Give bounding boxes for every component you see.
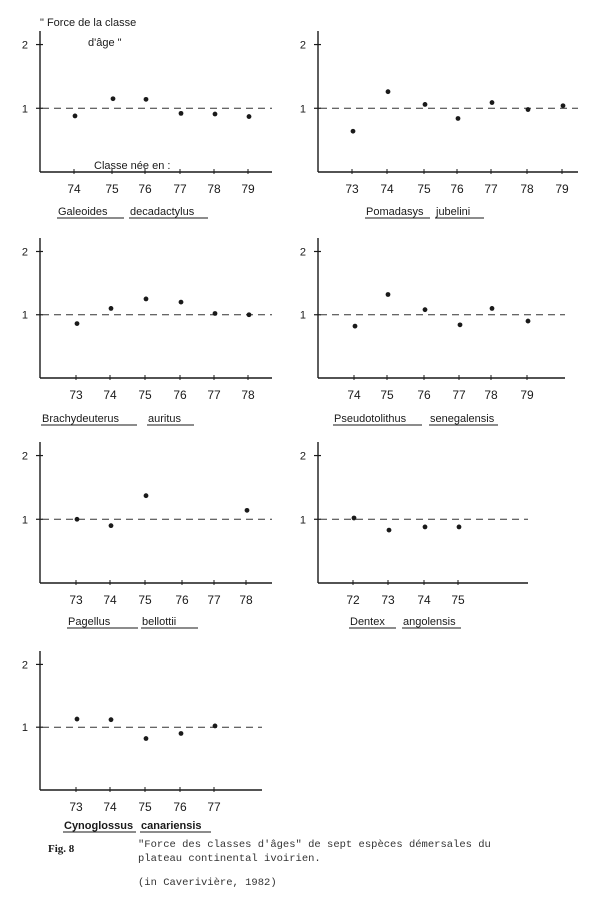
x-tick-label: 77 [484,182,498,196]
caption-line-2: plateau continental ivoirien. [138,853,321,865]
data-point [179,111,184,116]
data-point [458,322,463,327]
x-tick-label: 77 [207,388,221,402]
y-tick-label: 1 [21,722,28,735]
y-tick-label: 1 [299,309,306,322]
x-tick-label: 73 [345,182,359,196]
x-tick-label: 74 [103,388,117,402]
data-point [490,306,495,311]
data-point [423,102,428,107]
x-tick-label: 78 [520,182,534,196]
species-name-part: Pseudotolithus [334,413,407,425]
y-tick-label: 2 [21,246,28,259]
x-tick-label: 77 [207,593,221,607]
x-tick-label: 76 [173,800,187,814]
x-tick-label: 77 [452,388,466,402]
chart-panel-1 [22,17,272,218]
x-tick-label: 79 [555,182,569,196]
x-tick-label: 76 [138,182,152,196]
data-point [386,89,391,94]
data-point [144,297,149,302]
y-tick-label: 1 [21,103,28,116]
data-point [179,300,184,305]
species-name-part: Pagellus [68,616,111,628]
data-point [75,717,80,722]
x-tick-label: 76 [175,593,189,607]
species-name-part: bellottii [142,616,177,628]
data-point [423,307,428,312]
data-point [73,114,78,119]
species-name-part: Pomadasys [366,206,424,218]
data-point [247,114,252,119]
x-tick-label: 75 [380,388,394,402]
x-tick-label: 73 [69,388,83,402]
y-tick-label: 1 [21,514,28,527]
x-tick-label: 76 [417,388,431,402]
x-tick-label: 73 [381,593,395,607]
data-point [526,107,531,112]
caption-line-1: "Force des classes d'âges" de sept espèces démersales du [138,839,491,851]
caption-source: (in Caverivière, 1982) [138,877,277,889]
chart-panel-5 [22,442,272,628]
figure-label: Fig. 8 [48,843,75,855]
data-point [213,311,218,316]
data-point [213,112,218,117]
data-point [561,103,566,108]
x-tick-label: 79 [520,388,534,402]
x-tick-label: 74 [347,388,361,402]
x-tick-label: 75 [138,800,152,814]
data-point [109,523,114,528]
species-name-part: jubelini [436,206,471,218]
y-tick-label: 2 [21,39,28,52]
data-point [109,306,114,311]
species-name-part: senegalensis [430,413,495,425]
data-point [387,528,392,533]
species-name-part: Galeoides [58,206,108,218]
y-tick-label: 2 [299,39,306,52]
data-point [456,116,461,121]
data-point [144,736,149,741]
x-tick-label: 79 [241,182,255,196]
data-point [75,321,80,326]
x-tick-label: 74 [103,593,117,607]
x-tick-label: 74 [417,593,431,607]
data-point [144,97,149,102]
x-tick-label: 75 [451,593,465,607]
x-tick-label: 74 [103,800,117,814]
x-tick-label: 78 [484,388,498,402]
y-tick-label: 1 [299,103,306,116]
x-tick-label: 78 [207,182,221,196]
x-tick-label: 74 [67,182,81,196]
data-point [213,724,218,729]
chart-panel-4 [300,238,565,425]
data-point [144,493,149,498]
species-name-part: decadactylus [130,206,195,218]
y-tick-label: 2 [299,246,306,259]
species-name-part: angolensis [403,616,456,628]
data-point [353,324,358,329]
x-tick-label: 76 [173,388,187,402]
x-tick-label: 78 [239,593,253,607]
x-tick-label: 73 [69,593,83,607]
x-tick-label: 72 [346,593,360,607]
species-name-part: Dentex [350,616,385,628]
data-point [109,717,114,722]
y-tick-label: 2 [299,450,306,463]
y-tick-label: 2 [21,659,28,672]
y-tick-label: 1 [21,309,28,322]
x-tick-label: 75 [417,182,431,196]
data-point [179,731,184,736]
chart-panel-6 [300,442,528,628]
data-point [386,292,391,297]
data-point [111,96,116,101]
annotation-xaxis: Classe née en : [94,160,171,172]
chart-panel-2 [300,31,578,218]
species-name-part: auritus [148,413,182,425]
x-tick-label: 75 [138,388,152,402]
x-tick-label: 74 [380,182,394,196]
chart-panel-3 [22,238,272,425]
data-point [490,100,495,105]
x-tick-label: 77 [207,800,221,814]
chart-panel-7 [22,651,262,832]
x-tick-label: 75 [138,593,152,607]
x-tick-label: 73 [69,800,83,814]
annotation-top-line2: d'âge " [88,37,122,49]
species-name-part: Cynoglossus [64,820,134,832]
data-point [423,525,428,530]
x-tick-label: 77 [173,182,187,196]
species-name-part: Brachydeuterus [42,413,120,425]
species-name-part: canariensis [141,820,202,832]
data-point [247,312,252,317]
data-point [75,517,80,522]
y-tick-label: 2 [21,450,28,463]
data-point [245,508,250,513]
annotation-top-line1: " Force de la classe [40,17,137,29]
x-tick-label: 76 [450,182,464,196]
data-point [526,319,531,324]
x-tick-label: 78 [241,388,255,402]
x-tick-label: 75 [105,182,119,196]
data-point [352,516,357,521]
y-tick-label: 1 [299,514,306,527]
data-point [457,525,462,530]
data-point [351,129,356,134]
